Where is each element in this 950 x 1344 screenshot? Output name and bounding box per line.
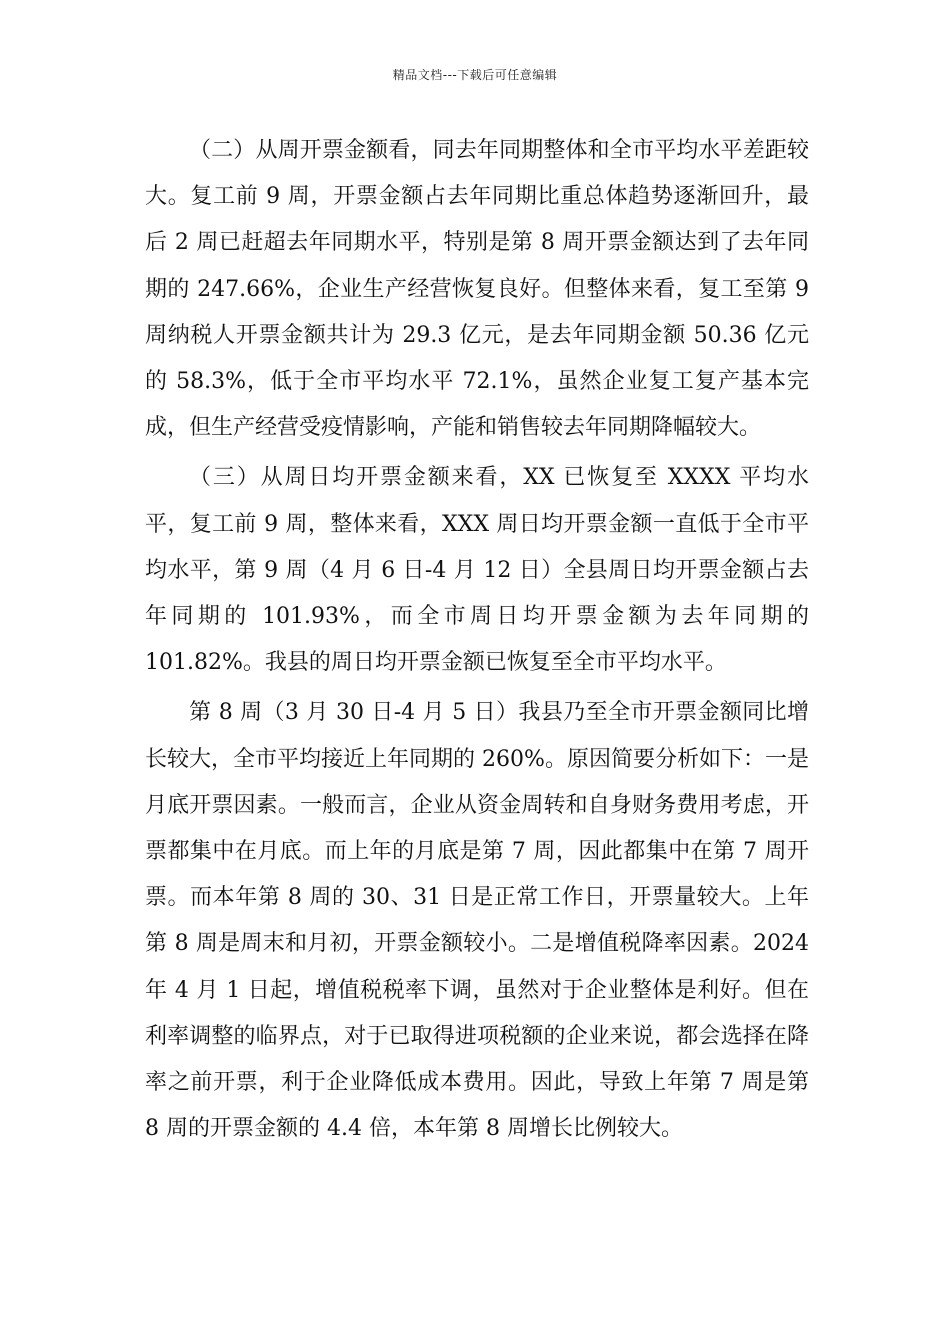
document-body <box>145 128 809 1156</box>
paragraph-weekly-daily-average: （三）从周日均开票金额来看，XX 已恢复至 XXXX 平均水平，复工前 9 周，整体来看，XXX 周日均开票金额一直低于全市平均水平，第 9 周（4 月 6 日-4 月 12 日）全县周日均开票金额占去年同期的 101.93%，而全市周日均开票金额为去年同期的 101.82%。我县的周日均开票金额已恢复至全市平均水平。 <box>145 465 809 676</box>
paragraph-weekly-invoice-amount: （二）从周开票金额看，同去年同期整体和全市平均水平差距较大。复工前 9 周，开票金额占去年同期比重总体趋势逐渐回升，最后 2 周已赶超去年同期水平，特别是第 8 周开票金额达到了去年同期的 247.66%，企业生产经营恢复良好。但整体来看，复工至第 9 周纳税人开票金额共计为 29.3 亿元，是去年同期金额 50.36 亿元的 58.3%，低于全市平均水平 72.1%，虽然企业复工复产基本完成，但生产经营受疫情影响，产能和销售较去年同期降幅较大。 <box>145 138 809 441</box>
paragraph-week-8-analysis: 第 8 周（3 月 30 日-4 月 5 日）我县乃至全市开票金额同比增长较大，全市平均接近上年同期的 260%。原因简要分析如下：一是月底开票因素。一般而言，企业从资金周转和自身财务费用考虑，开票都集中在月底。而上年的月底是第 7 周，因此都集中在第 7 周开票。而本年第 8 周的 30、31 日是正常工作日，开票量较大。上年第 8 周是周末和月初，开票金额较小。二是增值税降率因素。2024 年 4 月 1 日起，增值税税率下调，虽然对于企业整体是利好。但在利率调整的临界点，对于已取得进项税额的企业来说，都会选择在降率之前开票，利于企业降低成本费用。因此，导致上年第 7 周是第 8 周的开票金额的 4.4 倍，本年第 8 周增长比例较大。 <box>145 700 809 1142</box>
page-header-note: 精品文档---下载后可任意编辑 <box>392 68 558 82</box>
